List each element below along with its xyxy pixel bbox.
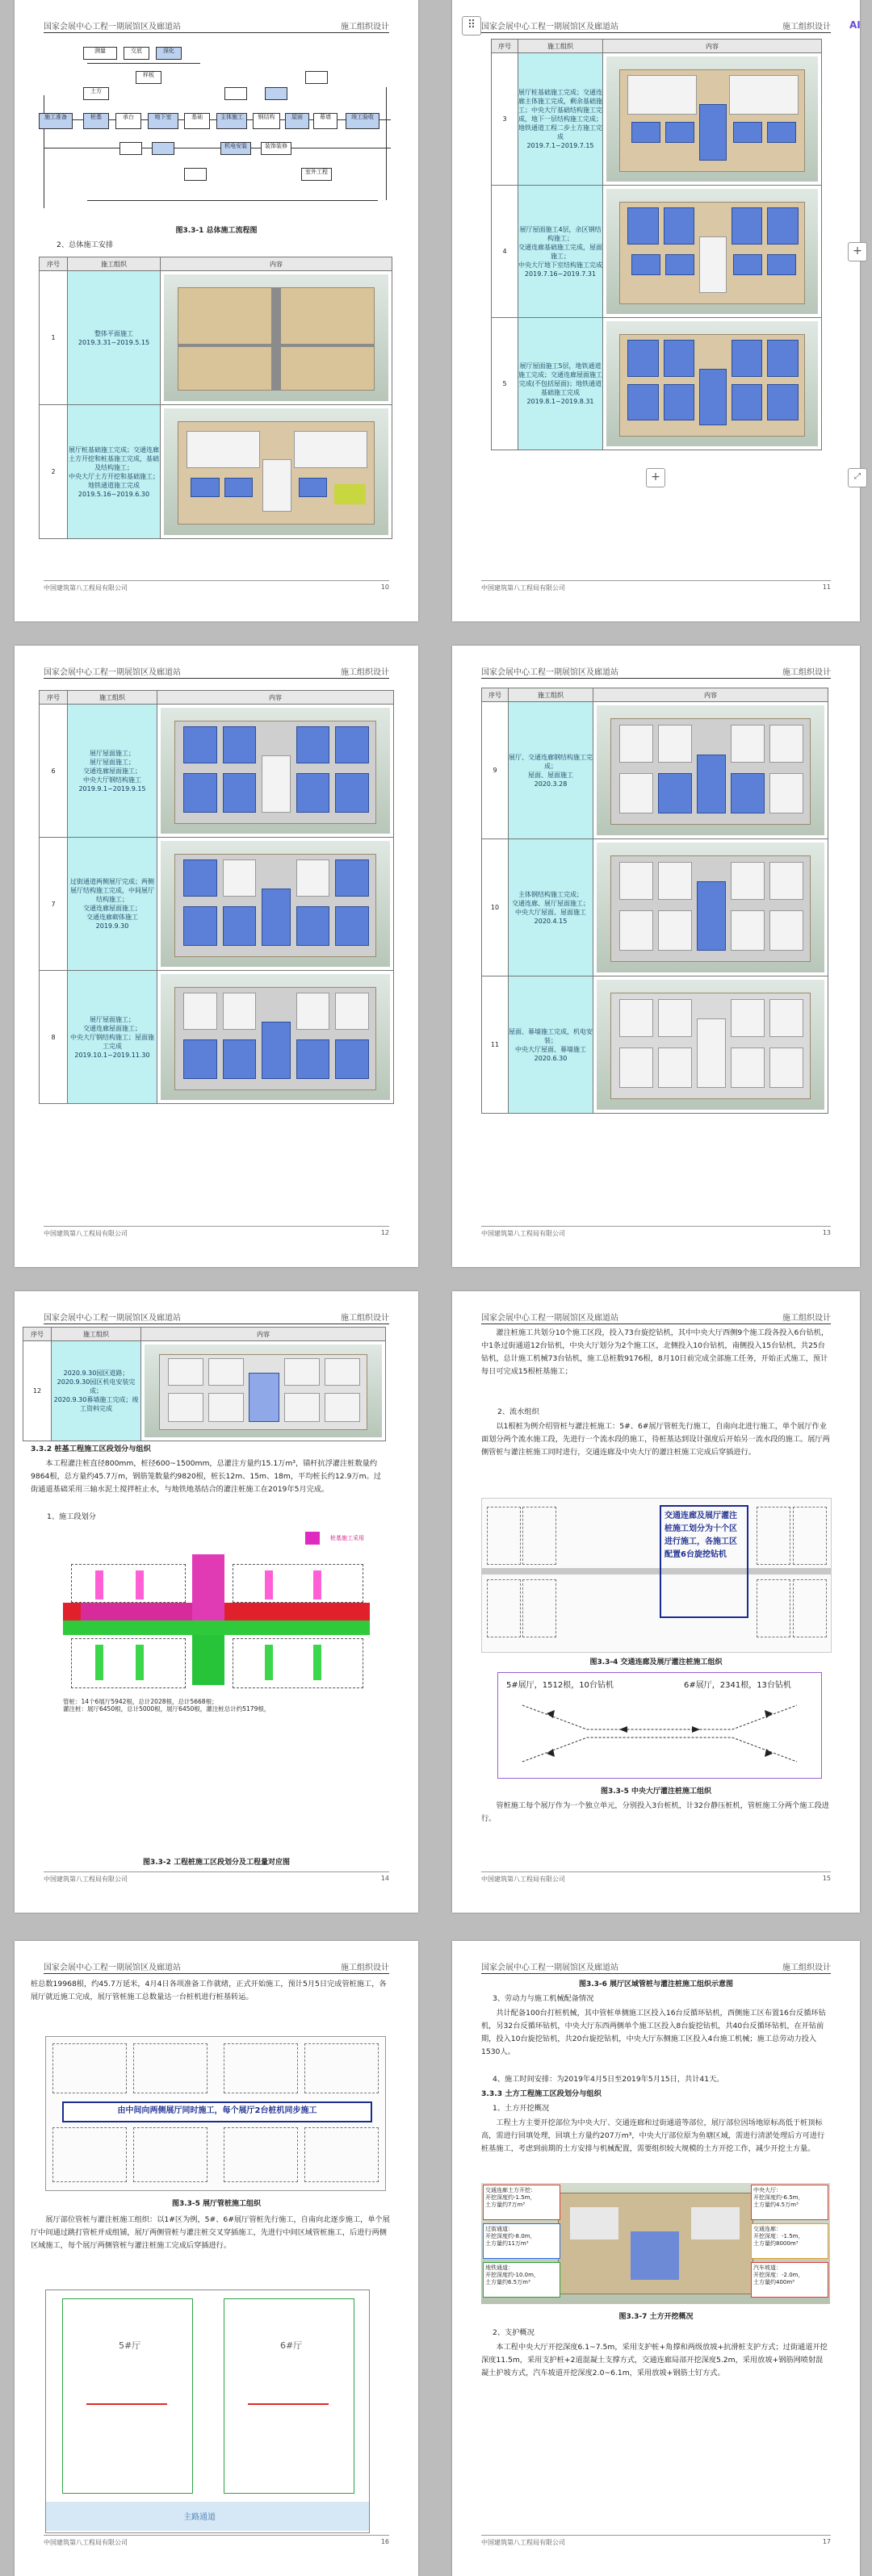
page-header: 国家会展中心工程一期展馆区及廊道站 施工组织设计 [481, 1959, 831, 1974]
flow-node: 装饰装修 [261, 142, 291, 155]
figure-caption: 图3.3-5 展厅管桩施工组织 [171, 2200, 262, 2208]
site-rendering [161, 974, 390, 1100]
hall-pile-diagram [45, 2036, 386, 2191]
flow-node: 主体施工 [216, 113, 247, 129]
pile-organization-diagram [481, 1498, 832, 1653]
flow-arrows [498, 1673, 821, 1778]
page-header: 国家会展中心工程一期展馆区及廊道站 施工组织设计 [44, 663, 389, 679]
organization-banner: 由中间向两侧展厅同时施工，每个展厅2台桩机同步施工 [62, 2101, 372, 2122]
table-row: 4 展厅屋面施工4层，余区钢结构施工； 交通连廊基础施工完成，屋面施工； 中央大厅地下室结构施工完成 2019.7.16~2019.7.31 [492, 186, 822, 318]
table-row: 3 展厅桩基础施工完成；交通连廊主体施工完成，剩余基础施工；中央大厅基础结构施工完成，地下一层结构施工完成； 地铁通道工程二步土方施工完成 2019.7.1~2019.7.15 [492, 53, 822, 186]
sub-heading: 2、流水组织 [497, 1407, 539, 1416]
site-rendering [597, 980, 824, 1110]
site-rendering [606, 189, 818, 314]
page-footer: 中国建筑第八工程局有限公司 14 [44, 1871, 389, 1884]
flow-node: 机电安装 [220, 142, 251, 155]
site-rendering [597, 705, 824, 835]
flow-node: 竣工验收 [346, 113, 379, 129]
site-rendering [164, 408, 388, 535]
add-row-button[interactable]: + [646, 468, 665, 487]
flow-node: 地下室 [148, 113, 178, 129]
grid-menu-icon[interactable]: ⠿ [462, 16, 481, 36]
ai-assistant-button[interactable]: AI [849, 19, 861, 31]
table-row: 9 展厅、交通连廊钢结构施工完成； 屋面、屋面施工 2020.3.28 [482, 702, 828, 839]
page-header: 国家会展中心工程一期展馆区及廊道站 施工组织设计 [481, 1309, 831, 1324]
section-heading: 2、总体施工安排 [57, 240, 114, 249]
page-header: 国家会展中心工程一期展馆区及廊道站 施工组织设计 [44, 1309, 389, 1324]
sub-heading: 1、土方开挖概况 [493, 2104, 550, 2113]
page-header: 国家会展中心工程一期展馆区及廊道站 施工组织设计 [481, 18, 831, 33]
figure-caption: 图3.3-5 中央大厅灌注桩施工组织 [600, 1788, 712, 1796]
table-row: 6 展厅屋面施工； 展厅屋面施工； 交通连廊屋面施工； 中央大厅钢结构施工 2019.9.1~2019.9.15 [40, 705, 394, 838]
schedule-table: 序号 施工组织 内容 1 整体平面施工 2019.3.31~2019.5.15 2 展厅桩基础施工完成；交通连廊土方开挖和桩基施工完成，基础及结构施工； 中央大厅土方开挖和基础施工； 地铁通道施工完成 2019.5.16~2019.6.30 [39, 257, 392, 539]
callout: 地铁通道： 开挖深度约-10.0m， 土方量约6.5万m³ [483, 2262, 560, 2298]
table-row: 2 展厅桩基础施工完成；交通连廊土方开挖和桩基施工完成，基础及结构施工； 中央大厅土方开挖和基础施工； 地铁通道施工完成 2019.5.16~2019.6.30 [40, 405, 392, 539]
table-row: 12 2020.9.30园区道路； 2020.9.30园区机电安装完成； 2020.9.30幕墙施工完成；竣工资料完成 [23, 1341, 386, 1441]
central-hall-diagram: 5#展厅，1512根，10台钻机 6#展厅，2341根，13台钻机 [497, 1672, 822, 1779]
paragraph: 共计配备100台打桩机械，其中管桩单侧施工区投入16台反循环钻机，西侧施工区布置16台反循环钻机，另32台反循环钻机，中央大厅东西两侧单个施工区投入8台旋挖钻机，共40台反循环钻机，在开钻前期，投入10台旋挖钻机，共20台旋挖钻机，中央大厅东侧施工区投入4台施工机械；施工总劳动力投入1530人。 [481, 2009, 826, 2056]
figure-caption: 图3.3-7 土方开挖概况 [618, 2313, 694, 2321]
page-footer: 中国建筑第八工程局有限公司 15 [481, 1871, 831, 1884]
section-heading: 3.3.3 土方工程施工区段划分与组织 [481, 2089, 602, 2098]
callout: 中央大厅： 开挖深度约-6.5m， 土方量约4.5万m³ [751, 2185, 828, 2220]
page-11 [452, 0, 860, 621]
callout: 汽车坡道： 开挖深度：-2.0m， 土方量约400m³ [751, 2262, 828, 2298]
page-footer: 中国建筑第八工程局有限公司 17 [481, 2535, 831, 2547]
schedule-table: 序号 施工组织 内容 6 展厅屋面施工； 展厅屋面施工； 交通连廊屋面施工； 中央大厅钢结构施工 2019.9.1~2019.9.15 7 过街通道两侧展厅完成；两侧展厅结构施工完成，中间展厅结构施工； 交通连廊屋面施工； 交通连廊砌体施工 2019.9.30 8 展厅屋面施工； 交通连廊屋面施工； 中央大厅钢结构施工；屋面施工完成 2019.10.1~2019.11.30 [39, 690, 394, 1104]
site-rendering [606, 321, 818, 446]
pile-zoning-diagram [63, 1532, 370, 1733]
figure-caption: 图3.3-4 交通连廊及展厅灌注桩施工组织 [589, 1658, 723, 1666]
paragraph: 工程土方主要开挖部位为中央大厅、交通连廊和过街通道等部位，展厅部位因场地原标高低于桩顶标高，需进行回填处理，回填土方量约207万m³，中央大厅部位原为鱼塘区域，需进行清淤处理后方可进行桩基施工，考虑到前期的土方安排与机械配置，需要组织较大规模的土方开挖工作，减少开挖土方量。 [481, 2118, 825, 2153]
flow-node: 基础 [184, 113, 210, 129]
expand-icon[interactable]: ⤢ [848, 468, 867, 487]
table-row: 11 屋面、幕墙施工完成，机电安装； 中央大厅屋面、幕墙施工 2020.6.30 [482, 976, 828, 1114]
page-footer: 中国建筑第八工程局有限公司 16 [44, 2535, 389, 2547]
legend-label: 桩基施工采用 [330, 1535, 364, 1541]
section-heading: 3.3.2 桩基工程施工区段划分与组织 [31, 1445, 151, 1453]
flow-node: 土方 [83, 87, 109, 100]
flowchart [39, 39, 394, 208]
page-header: 国家会展中心工程一期展馆区及廊道站 施工组织设计 [481, 663, 831, 679]
sub-heading: 1、施工段划分 [47, 1512, 96, 1521]
flow-node: 施工准备 [39, 113, 73, 129]
callout: 过街通道： 开挖深度约-8.0m， 土方量约11万m³ [483, 2223, 560, 2259]
schedule-table: 序号 施工组织 内容 9 展厅、交通连廊钢结构施工完成； 屋面、屋面施工 2020.3.28 10 主体钢结构施工完成； 交通连廊、展厅屋面施工； 中央大厅屋面、屋面施工 2020.4.15 11 屋面、幕墙施工完成，机电安装； 中央大厅屋面、幕墙施工 2020.6.30 [481, 688, 828, 1114]
sub-heading: 4、施工时间安排：为2019年4月5日至2019年5月15日，共计41天。 [493, 2075, 724, 2084]
flow-node: 测量 [83, 47, 117, 60]
paragraph: 展厅部位管桩与灌注桩施工组织：以1#区为例，5#、6#展厅管桩先行施工，自南向北逐步施工，单个展厅中间通过跳打管桩并成组铺，展厅两侧管桩与灌注桩交叉穿插施工，先进行中间区域管桩施工，后进行两侧区域施工，每个展厅两侧管桩与灌注桩施工完成后穿插进行。 [31, 2215, 390, 2250]
page-13 [452, 646, 860, 1267]
earthwork-overview-figure [481, 2183, 830, 2304]
paragraph: 灌注桩施工共划分10个施工区段，投入73台旋挖钻机，其中中央大厅西侧9个施工段各投入6台钻机，中1条过街通道12台钻机，中央大厅划分为2个施工区，北侧投入10台钻机，南侧投入15台钻机，共25台钻机，总计施工机械73台钻机，施工总桩数9176根，8月10日前完成全部施工任务，开始正式施工，预计每日可完成15根桩基施工； [481, 1328, 829, 1376]
table-row: 1 整体平面施工 2019.3.31~2019.5.15 [40, 271, 392, 405]
organization-callout: 交通连廊及展厅灌注桩施工划分为十个区进行施工，各施工区配置6台旋挖钻机 [660, 1505, 748, 1618]
page-14 [15, 1291, 418, 1913]
page-footer: 中国建筑第八工程局有限公司 11 [481, 580, 831, 592]
site-rendering [164, 274, 388, 401]
paragraph: 本工程灌注桩直径800mm，桩径600~1500mm，总灌注方量约15.1万m³，锚杆抗浮灌注桩数量约9864根，总方量约45.7万m，钢筋笼数量约9820根，桩长12m、15m、18m，平均桩长约12.9万m。过街通道基础采用三轴水泥土搅拌桩止水，与地铁地基结合的灌注桩施工在2019年5月完成。 [31, 1459, 381, 1494]
sub-heading: 2、支护概况 [493, 2328, 535, 2337]
site-rendering [597, 843, 824, 972]
page-footer: 中国建筑第八工程局有限公司 10 [44, 580, 389, 592]
callout: 交通连廊： 开挖深度：-1.5m， 土方量约8000m³ [751, 2223, 828, 2259]
site-rendering [145, 1344, 382, 1437]
sub-heading: 3、劳动力与施工机械配备情况 [493, 1994, 594, 2003]
flow-node: 室外工程 [301, 168, 332, 181]
site-rendering [606, 56, 818, 182]
page-17 [452, 1941, 860, 2576]
paragraph: 本工程中央大厅开挖深度6.1~7.5m，采用支护桩+角撑和两级放坡+抗滑桩支护方式；过街通道开挖深度11.5m，采用支护桩+2道混凝土支撑方式，交通连廊局部开挖深度5.2m，采用放坡+钢筋网喷射混凝土护坡方式，汽车坡道开挖深度2.0~6.1m，采用放坡+钢筋土钉方式。 [481, 2343, 828, 2377]
page-12 [15, 646, 418, 1267]
site-rendering [161, 841, 390, 967]
flow-node: 交底 [124, 47, 149, 60]
page-header: 国家会展中心工程一期展馆区及廊道站 施工组织设计 [44, 18, 389, 33]
table-row: 10 主体钢结构施工完成； 交通连廊、展厅屋面施工； 中央大厅屋面、屋面施工 2020.4.15 [482, 839, 828, 976]
add-page-button[interactable]: + [848, 242, 867, 261]
table-row: 7 过街通道两侧展厅完成；两侧展厅结构施工完成，中间展厅结构施工； 交通连廊屋面施工； 交通连廊砌体施工 2019.9.30 [40, 838, 394, 971]
page-15 [452, 1291, 860, 1913]
flow-node: 桩基 [83, 113, 109, 129]
flow-node: 幕墙 [313, 113, 337, 129]
page-footer: 中国建筑第八工程局有限公司 12 [44, 1226, 389, 1238]
table-row: 5 展厅屋面施工5层，地铁通道施工完成；交通连廊屋面施工完成(不包括屋面)；地铁通道基础施工完成 2019.8.1~2019.8.31 [492, 318, 822, 450]
page-16 [15, 1941, 418, 2576]
figure-caption: 图3.3-2 工程桩施工区段划分及工程量对应图 [142, 1859, 291, 1867]
paragraph: 桩总数19968根，约45.7万延米，4月4日各项准备工作就绪，正式开始施工，预计5月5日完成管桩施工，各展厅就近施工完成，展厅管桩施工总数量达一台桩机进行桩基转运。 [31, 1980, 387, 2001]
flow-node: 样板 [136, 71, 161, 84]
page-10 [15, 0, 418, 621]
hall-layout-drawing: 5#厅 6#厅 主路通道 [45, 2290, 370, 2533]
flow-node: 屋面 [285, 113, 309, 129]
page-header: 国家会展中心工程一期展馆区及廊道站 施工组织设计 [44, 1959, 389, 1974]
site-rendering [161, 708, 390, 834]
schedule-table: 序号 施工组织 内容 12 2020.9.30园区道路； 2020.9.30园区机电安装完成； 2020.9.30幕墙施工完成；竣工资料完成 [23, 1327, 386, 1441]
flow-node: 承台 [115, 113, 141, 129]
paragraph: 以1根桩为例介绍管桩与灌注桩施工：5#、6#展厅管桩先行施工，自南向北进行施工，单个展厅作业面划分两个流水施工段，先进行一个流水段的施工，待桩基达到设计强度后开始另一流水段的施工。展厅两侧管桩与灌注桩施工同时进行，交通连廊及中央大厅的灌注桩施工完成后穿插进行。 [481, 1422, 830, 1457]
flow-node: 钢结构 [253, 113, 280, 129]
table-row: 8 展厅屋面施工； 交通连廊屋面施工； 中央大厅钢结构施工；屋面施工完成 2019.10.1~2019.11.30 [40, 971, 394, 1104]
figure-caption: 图3.3-1 总体施工流程图 [175, 227, 258, 235]
figure-caption: 图3.3-6 展厅区域管桩与灌注桩施工组织示意图 [578, 1980, 734, 1988]
paragraph: 管桩施工每个展厅作为一个独立单元，分别投入3台桩机，计32台静压桩机，管桩施工分两个施工段进行。 [481, 1801, 829, 1823]
page-footer: 中国建筑第八工程局有限公司 13 [481, 1226, 831, 1238]
flow-node: 深化 [156, 47, 182, 60]
callout: 交通连廊土方开挖： 开挖深度约-1.5m， 土方量约7万m³ [483, 2185, 560, 2220]
schedule-table: 序号 施工组织 内容 3 展厅桩基础施工完成；交通连廊主体施工完成，剩余基础施工；中央大厅基础结构施工完成，地下一层结构施工完成； 地铁通道工程二步土方施工完成 2019.7.1~2019.7.15 4 展厅屋面施工4层，余区钢结构施工； 交通连廊基础施工完成，屋面施工； 中央大厅地下室结构施工完成 2019.7.16~2019.7.31 5 展厅屋面施工5层，地铁通道施工完成；交通连廊屋面施工完成(不包括屋面)；地铁通道基础施工完成 2019.8.1~2019.8.31 [491, 39, 822, 450]
diagram-note: 管桩：14个6展厅5942根，总计2028根，总计5668根； 灌注桩：展厅6450根，总计5000根，展厅6450根，灌注桩总计约5179根， [63, 1698, 270, 1712]
